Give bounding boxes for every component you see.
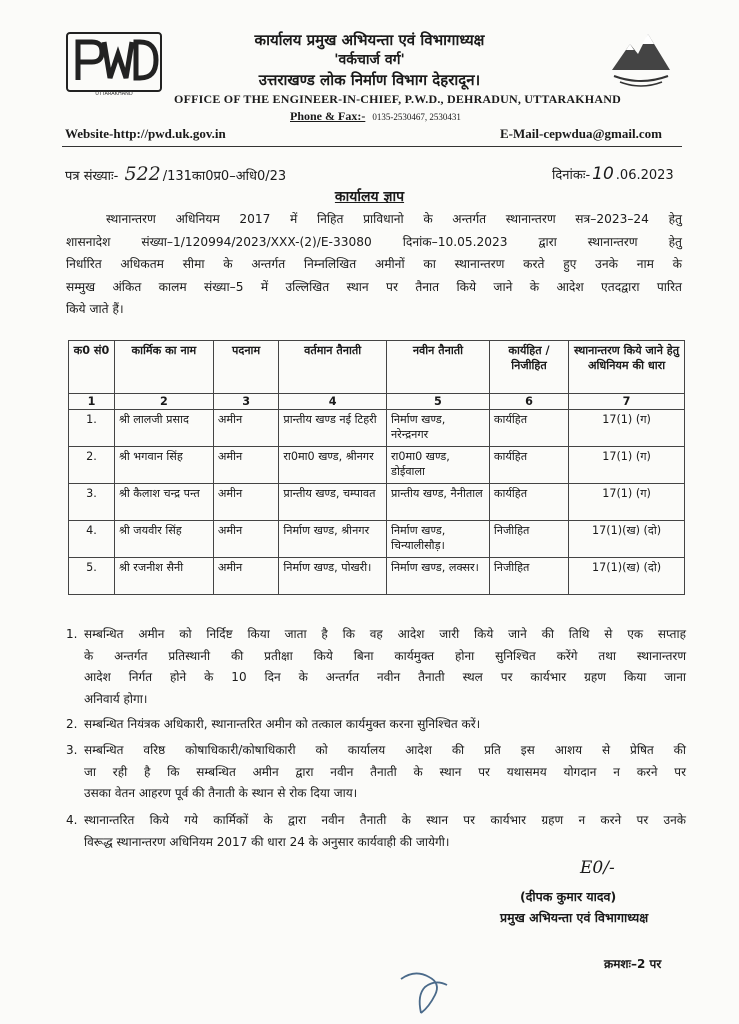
office-subtitle-hindi: 'वर्कचार्ज वर्ग' [334,52,405,68]
cell-current: निर्माण खण्ड, पोखरी। [279,558,387,595]
table-row [69,447,685,484]
cell-section: 17(1) (ग) [569,410,685,447]
letter-number-suffix: /131का0प्र0–अधि0/23 [162,169,287,184]
col-header-sn: क0 सं0 [69,341,115,394]
col-header-section: स्थानान्तरण किये जाने हेतु अधिनियम की धारा [569,341,685,394]
note-number: 4. [66,813,78,827]
table-row [69,410,685,447]
col-number: 4 [279,394,387,410]
note-line: जा रही है कि सम्बन्धित अमीन द्वारा नवीन तैनाती के स्थान पर यथासमय योगदान न करने पर [84,764,686,779]
cell-section: 17(1)(ख) (दो) [569,558,685,595]
cell-sn: 5. [69,558,115,595]
col-header-post: पदनाम [213,341,279,394]
cell-section: 17(1) (ग) [569,447,685,484]
note-line: सम्बन्धित वरिष्ठ कोषाधिकारी/कोषाधिकारी को कार्यालय आदेश की प्रति इस आशय से प्रेषित की [84,743,686,757]
letter-date [552,164,674,184]
continuation-note: क्रमशः–2 पर [604,957,662,971]
col-number: 6 [489,394,568,410]
intro-line: शासनादेश संख्या–1/120994/2023/XXX-(2)/E-33080 दिनांक–10.05.2023 द्वारा स्थानान्तरण हेतु [66,234,682,249]
intro-line: निर्धारित अधिकतम सीमा के अन्तर्गत निम्नलिखित अमीनों का स्थानान्तरण करते हुए उनके नाम के [66,257,682,271]
phone-numbers: 0135-2530467, 2530431 [372,112,461,122]
note-line: के अन्तर्गत प्रतिस्थानी की प्रतीक्षा किये बिना कार्यमुक्त होना सुनिश्चित करेंगे तथा स्थानान्तरण [84,648,686,663]
cell-name: श्री भगवान सिंह [114,447,213,484]
col-header-name: कार्मिक का नाम [114,341,213,394]
cell-post: अमीन [213,410,279,447]
cell-current: निर्माण खण्ड, श्रीनगर [279,521,387,558]
col-header-current: वर्तमान तैनाती [279,341,387,394]
letter-number-handwritten: 522 [124,163,161,185]
intro-line: सम्मुख अंकित कालम संख्या–5 में उल्लिखित स्थान पर तैनात किये जाने के आदेश एतदद्वारा पारित [66,279,682,294]
col-number: 1 [69,394,115,410]
col-number: 5 [386,394,489,410]
cell-sn: 4. [69,521,115,558]
col-number: 7 [569,394,685,410]
letter-number [65,163,286,185]
signatory-title: प्रमुख अभियन्ता एवं विभागाध्यक्ष [500,910,649,925]
cell-section: 17(1)(ख) (दो) [569,521,685,558]
cell-current: प्रान्तीय खण्ड नई टिहरी [279,410,387,447]
cell-name: श्री रजनीश सैनी [114,558,213,595]
transfer-table [68,340,685,595]
column-number-row [69,394,685,410]
cell-sn: 1. [69,410,115,447]
cell-name: श्री जयवीर सिंह [114,521,213,558]
note-line: अनिवार्य होगा। [84,691,148,706]
note-line: उसका वेतन आहरण पूर्व की तैनाती के स्थान से रोक दिया जाय। [84,786,358,800]
svg-text:UTTARAKHAND: UTTARAKHAND [95,91,133,96]
cell-sn: 3. [69,484,115,521]
note-line: विरूद्ध स्थानान्तरण अधिनियम 2017 की धारा 24 के अनुसार कार्यवाही की जायेगी। [84,834,450,849]
note-number: 2. [66,717,78,731]
note-number: 1. [66,627,78,641]
date-day: 10 [592,164,614,184]
table-row [69,521,685,558]
cell-current: प्रान्तीय खण्ड, चम्पावत [279,484,387,521]
cell-type: कार्यहित [489,447,568,484]
date-rest: .06.2023 [615,168,674,183]
intro-line: किये जाते हैं। [66,302,124,316]
cell-post: अमीन [213,484,279,521]
signature-mark: E0/- [580,858,615,878]
signatory-name: (दीपक कुमार यादव) [520,889,617,904]
cell-sn: 2. [69,447,115,484]
cell-post: अमीन [213,558,279,595]
email: E-Mail-cepwdua@gmail.com [500,126,662,141]
cell-type: निजीहित [489,521,568,558]
cell-section: 17(1) (ग) [569,484,685,521]
handwritten-scribble [395,965,455,1017]
cell-type: कार्यहित [489,410,568,447]
office-title-hindi: कार्यालय प्रमुख अभियन्ता एवं विभागाध्यक्ष [254,31,485,49]
letter-number-label: पत्र संख्याः- [65,169,119,184]
intro-line: स्थानान्तरण अधिनियम 2017 में निहित प्राविधानो के अन्तर्गत स्थानान्तरण सत्र–2023–24 हेतु [106,212,682,226]
table-row [69,484,685,521]
note-number: 3. [66,743,78,757]
cell-name: श्री लालजी प्रसाद [114,410,213,447]
col-header-new: नवीन तैनाती [386,341,489,394]
cell-post: अमीन [213,521,279,558]
office-title-english: OFFICE OF THE ENGINEER-IN-CHIEF, P.W.D., DEHRADUN, UTTARAKHAND [174,92,621,106]
intro-paragraph [66,208,682,321]
cell-new: निर्माण खण्ड, चिन्यालीसौड़। [386,521,489,558]
col-header-type: कार्यहित / निजीहित [489,341,568,394]
note-line: सम्बन्धित नियंत्रक अधिकारी, स्थानान्तरित अमीन को तत्काल कार्यमुक्त करना सुनिश्चित करें। [84,717,481,731]
cell-new: निर्माण खण्ड, लक्सर। [386,558,489,595]
cell-new: प्रान्तीय खण्ड, नैनीताल [386,484,489,521]
cell-post: अमीन [213,447,279,484]
header-divider [62,146,682,147]
note-line: स्थानान्तरित किये गये कार्मिकों के द्वारा नवीन तैनाती के स्थान पर कार्यभार ग्रहण न करने पर उनके [84,813,686,827]
website: Website-http://pwd.uk.gov.in [65,126,226,141]
cell-new: निर्माण खण्ड, नरेन्द्रनगर [386,410,489,447]
phone-label: Phone & Fax:- [290,109,366,123]
note-line: सम्बन्धित अमीन को निर्दिष्ट किया जाता है कि वह आदेश जारी किये जाने की तिथि से एक सप्ताह [84,627,686,641]
col-number: 2 [114,394,213,410]
table-row [69,558,685,595]
cell-new: रा0मा0 खण्ड, डोईवाला [386,447,489,484]
memo-title: कार्यालय ज्ञाप [334,189,405,205]
cell-name: श्री कैलाश चन्द्र पन्त [114,484,213,521]
department-hindi: उत्तराखण्ड लोक निर्माण विभाग देहरादून। [258,71,481,89]
phone-fax [290,109,461,124]
note-line: आदेश निर्गत होने के 10 दिन के अन्तर्गत नवीन तैनाती स्थल पर कार्यभार ग्रहण किया जाना [84,670,686,684]
col-number: 3 [213,394,279,410]
cell-type: कार्यहित [489,484,568,521]
date-label: दिनांकः- [552,168,591,183]
cell-type: निजीहित [489,558,568,595]
cell-current: रा0मा0 खण्ड, श्रीनगर [279,447,387,484]
